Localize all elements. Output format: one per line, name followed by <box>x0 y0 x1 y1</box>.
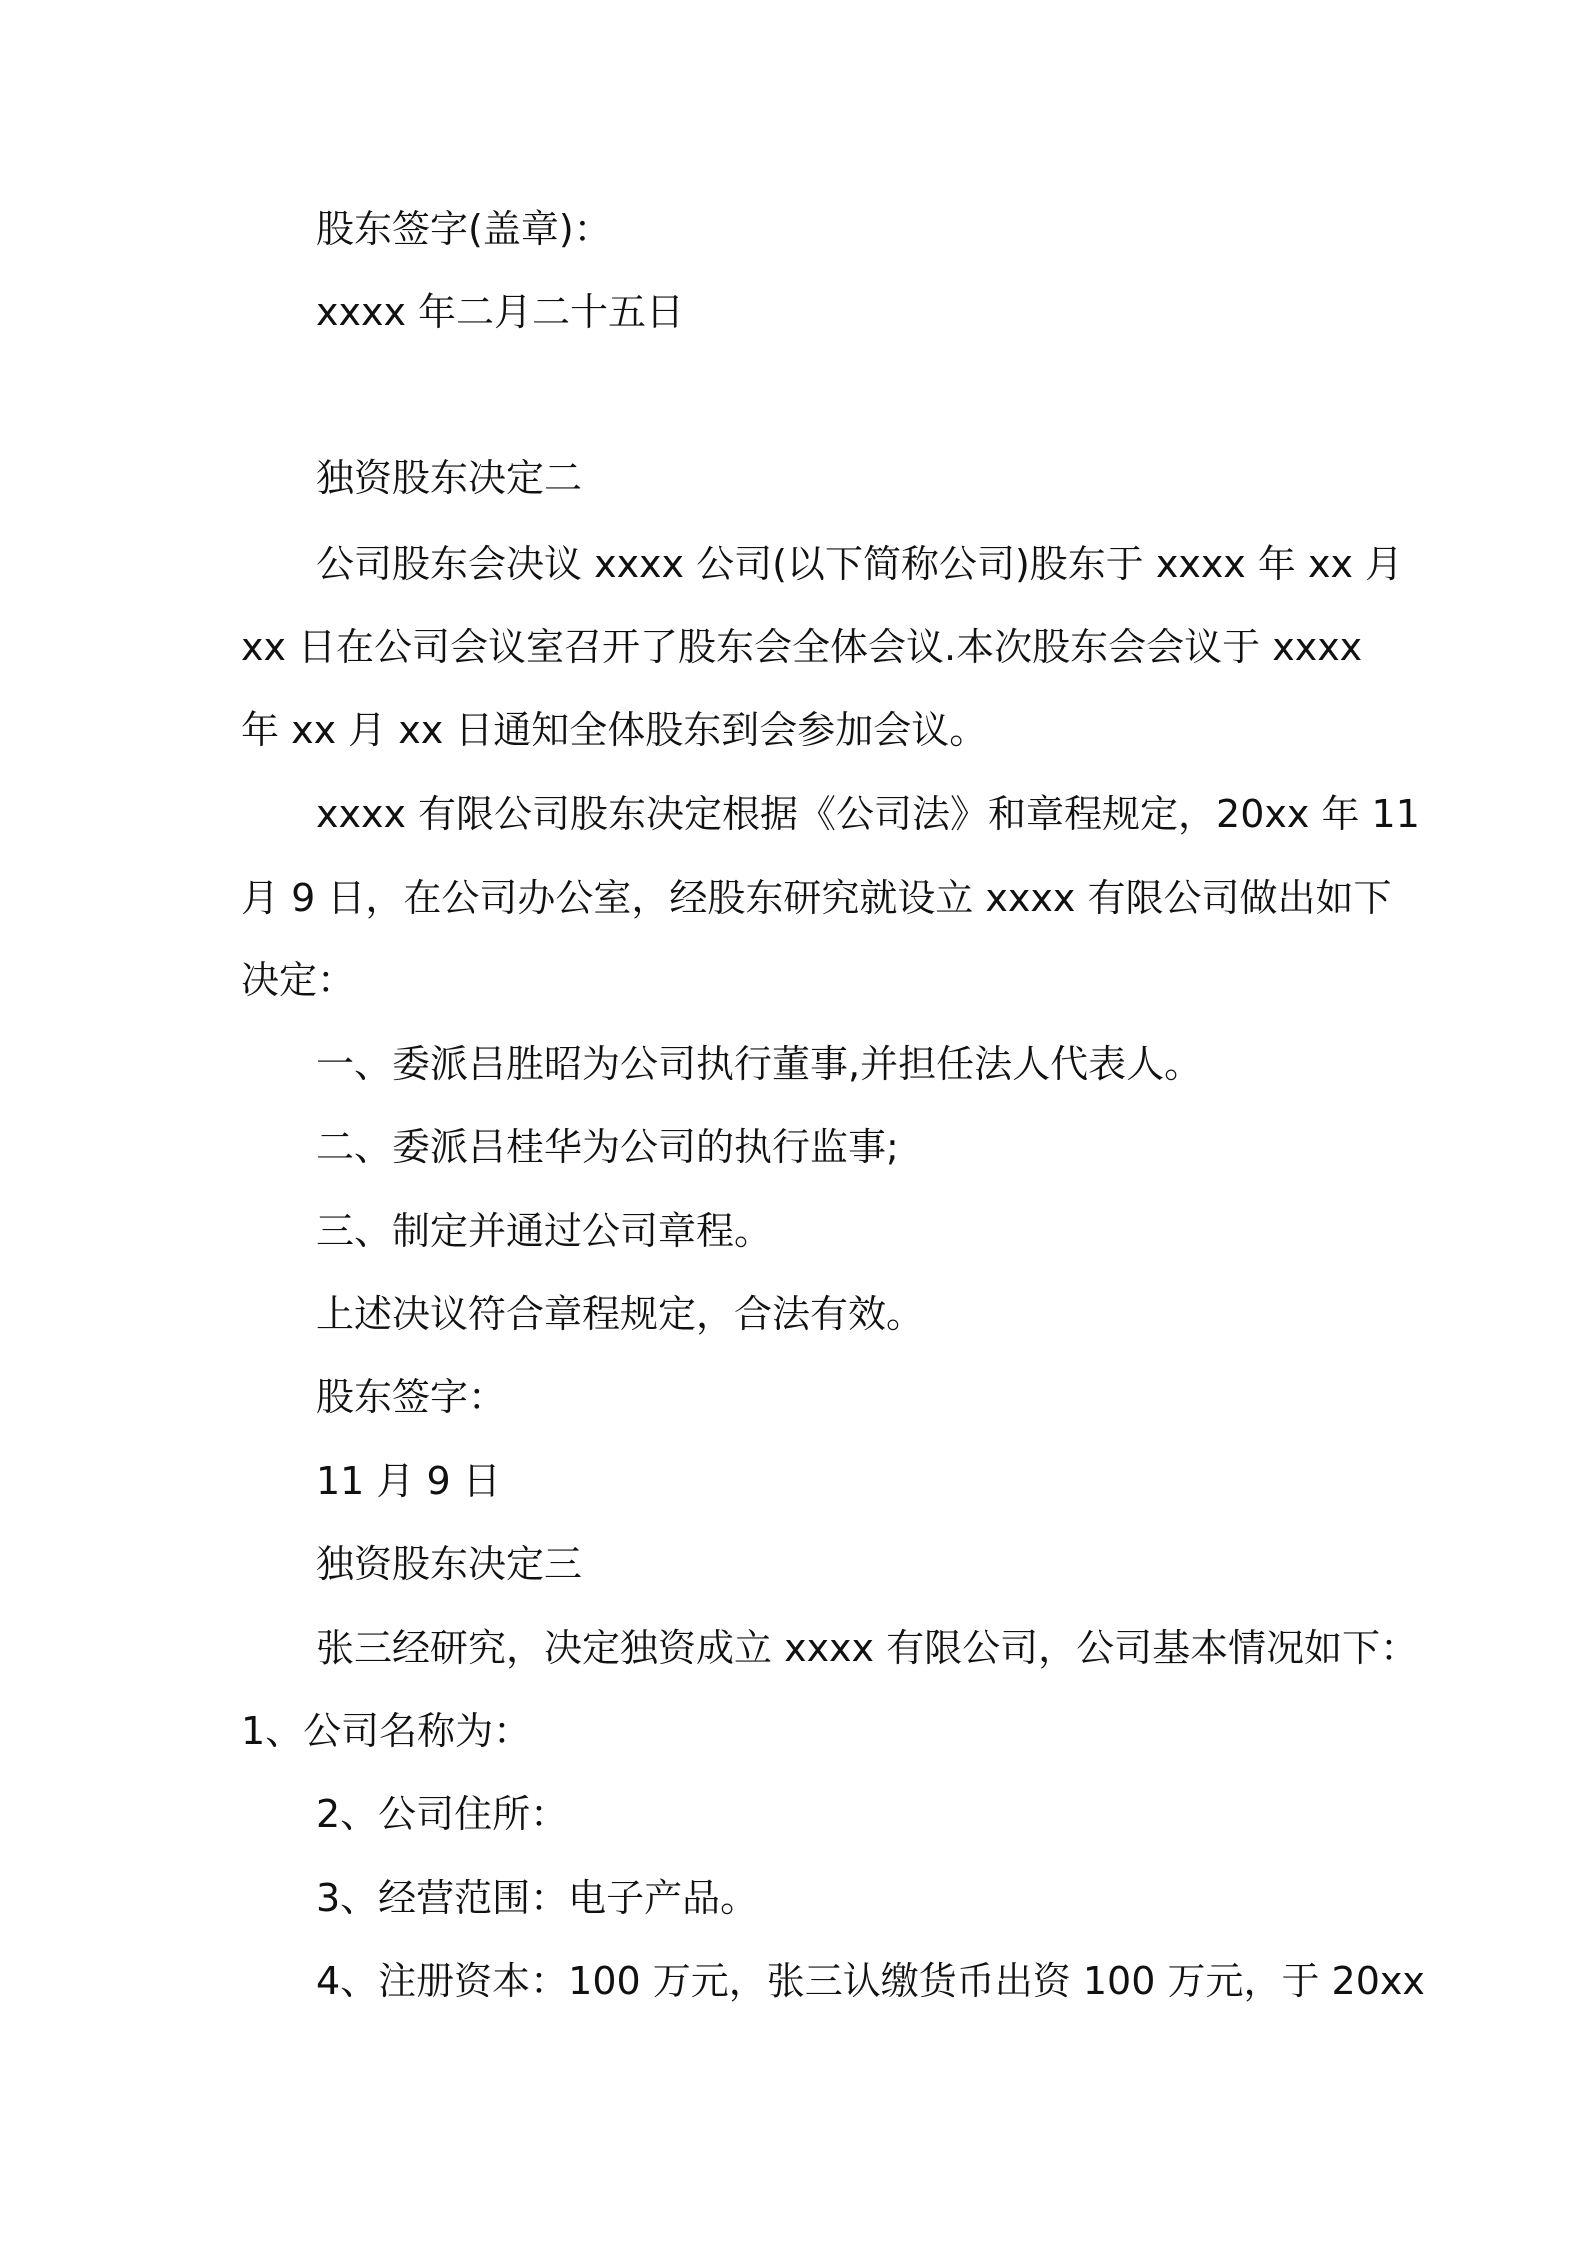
signature-seal-line: 股东签字(盖章)： <box>316 207 612 251</box>
decision-item-1: 一、委派吕胜昭为公司执行董事,并担任法人代表人。 <box>316 1042 1203 1086</box>
info-item-address: 2、公司住所： <box>316 1792 569 1836</box>
paragraph-line: 决定： <box>241 958 356 1002</box>
section-title-2: 独资股东决定二 <box>316 456 583 500</box>
date-line: xxxx 年二月二十五日 <box>316 290 685 334</box>
decision-item-2: 二、委派吕桂华为公司的执行监事; <box>316 1125 899 1169</box>
validity-statement: 上述决议符合章程规定，合法有效。 <box>316 1292 925 1336</box>
paragraph-line: 年 xx 月 xx 日通知全体股东到会参加会议。 <box>241 708 988 752</box>
paragraph-line: xxxx 有限公司股东决定根据《公司法》和章程规定，20xx 年 11 <box>316 792 1420 836</box>
paragraph-line: 月 9 日，在公司办公室，经股东研究就设立 xxxx 有限公司做出如下 <box>241 876 1392 920</box>
info-item-company-name: 1、公司名称为： <box>241 1709 532 1753</box>
paragraph-line: xx 日在公司会议室召开了股东会全体会议.本次股东会会议于 xxxx <box>241 625 1363 669</box>
decision-item-3: 三、制定并通过公司章程。 <box>316 1209 773 1253</box>
section-title-3: 独资股东决定三 <box>316 1542 583 1586</box>
paragraph-line: 公司股东会决议 xxxx 公司(以下简称公司)股东于 xxxx 年 xx 月 <box>316 542 1404 586</box>
signature-line: 股东签字： <box>316 1375 507 1419</box>
info-item-capital: 4、注册资本：100 万元，张三认缴货币出资 100 万元，于 20xx <box>316 1959 1425 2003</box>
info-item-business-scope: 3、经营范围：电子产品。 <box>316 1876 759 1920</box>
paragraph-line: 张三经研究，决定独资成立 xxxx 有限公司，公司基本情况如下： <box>316 1626 1419 1670</box>
date-line: 11 月 9 日 <box>316 1459 501 1503</box>
